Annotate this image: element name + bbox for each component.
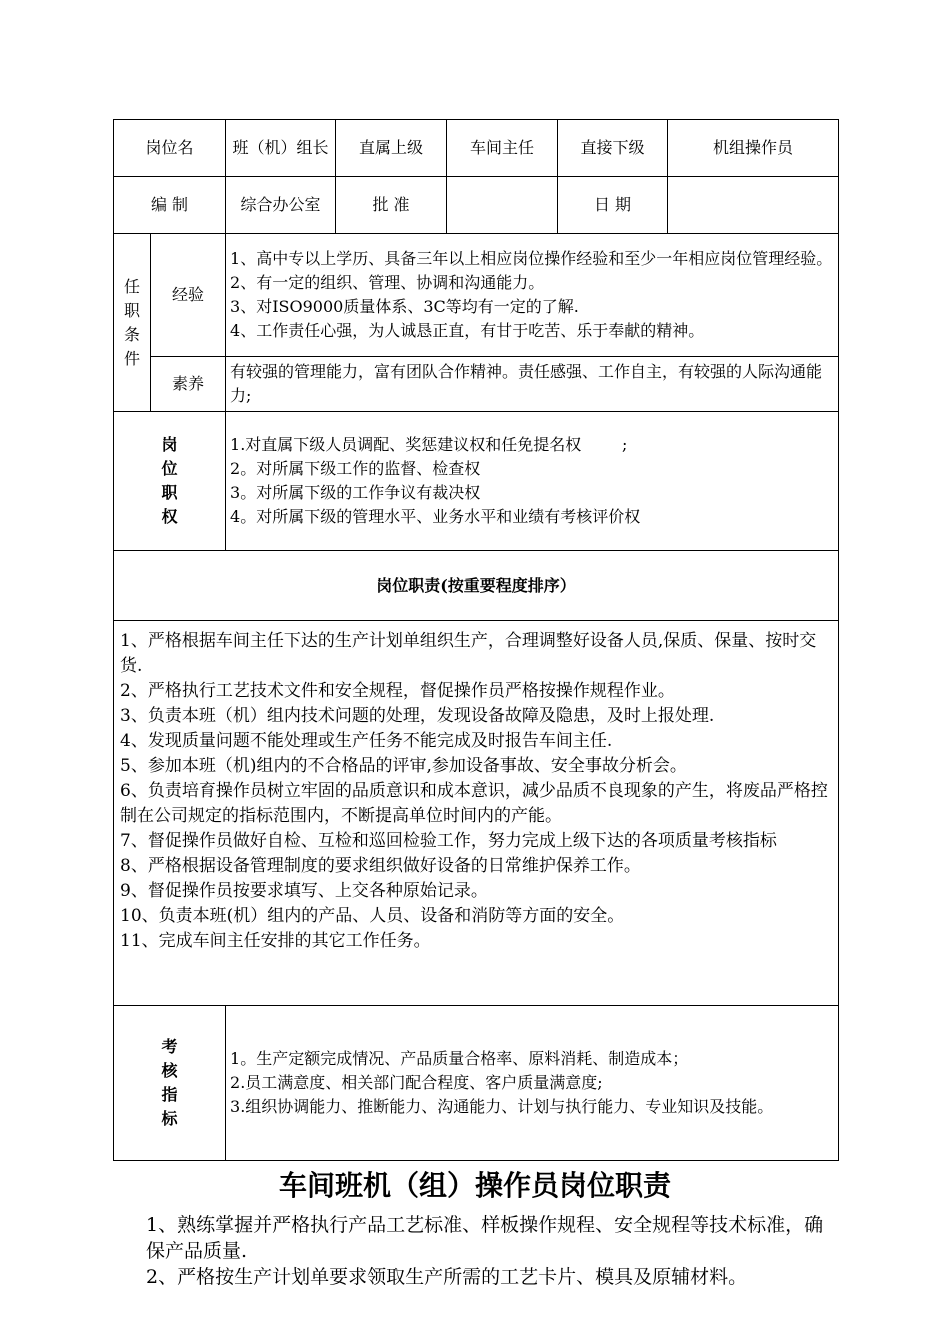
duty-item: 11、完成车间主任安排的其它工作任务。 xyxy=(120,931,431,951)
duty-item: 5、参加本班（机)组内的不合格品的评审,参加设备事故、安全事故分析会。 xyxy=(120,756,687,776)
duty-item: 3、负责本班（机）组内技术问题的处理，发现设备故障及隐患，及时上报处理. xyxy=(120,706,715,726)
quality-text: 有较强的管理能力，富有团队合作精神。责任感强、工作自主，有较强的人际沟通能力; xyxy=(226,357,839,412)
date-label: 日 期 xyxy=(558,177,668,234)
prepared-value: 综合办公室 xyxy=(226,177,336,234)
experience-label: 经验 xyxy=(151,234,226,357)
operator-duty-item: 2、严格按生产计划单要求领取生产所需的工艺卡片、模具及原辅材料。 xyxy=(146,1266,748,1288)
kpi-item: 1。生产定额完成情况、产品质量合格率、原料消耗、制造成本； xyxy=(230,1049,689,1068)
prepared-label: 编 制 xyxy=(114,177,226,234)
kpi-row xyxy=(114,1006,839,1161)
header-row-1 xyxy=(114,120,839,177)
experience-item: 3、对ISO9000质量体系、3C等均有一定的了解. xyxy=(230,297,579,316)
quality-row xyxy=(114,357,839,412)
authority-item: 3。对所属下级的工作争议有裁决权 xyxy=(230,483,481,502)
experience-item: 2、有一定的组织、管理、协调和沟通能力。 xyxy=(230,273,545,292)
operator-duties-title: 车间班机（组）操作员岗位职责 xyxy=(278,1169,671,1202)
qualifications-section-label: 任 职 条 件 xyxy=(114,234,151,412)
job-description-table xyxy=(113,119,839,1161)
duties-row xyxy=(114,621,839,1006)
duty-item: 10、负责本班(机）组内的产品、人员、设备和消防等方面的安全。 xyxy=(120,906,625,926)
duty-item: 6、负责培育操作员树立牢固的品质意识和成本意识，减少品质不良现象的产生，将废品严格控制在公司规定的指标范围内，不断提高单位时间内的产能。 xyxy=(120,781,828,826)
experience-list xyxy=(226,234,839,357)
authority-section-label: 岗 位 职 权 xyxy=(114,412,226,551)
authority-row xyxy=(114,412,839,551)
subordinate-label: 直接下级 xyxy=(558,120,668,177)
duty-item: 7、督促操作员做好自检、互检和巡回检验工作，努力完成上级下达的各项质量考核指标 xyxy=(120,831,777,851)
duty-item: 8、严格根据设备管理制度的要求组织做好设备的日常维护保养工作。 xyxy=(120,856,641,876)
experience-row xyxy=(114,234,839,357)
experience-item: 1、高中专以上学历、具备三年以上相应岗位操作经验和至少一年相应岗位管理经验。 xyxy=(230,249,833,268)
authority-item: 2。对所属下级工作的监督、检查权 xyxy=(230,459,481,478)
header-row-2 xyxy=(114,177,839,234)
approved-value xyxy=(447,177,558,234)
quality-label: 素养 xyxy=(151,357,226,412)
duty-item: 9、督促操作员按要求填写、上交各种原始记录。 xyxy=(120,881,488,901)
position-value: 班（机）组长 xyxy=(226,120,336,177)
duty-item: 4、发现质量问题不能处理或生产任务不能完成及时报告车间主任. xyxy=(120,731,613,751)
duty-item: 1、严格根据车间主任下达的生产计划单组织生产，合理调整好设备人员,保质、保量、按时交货. xyxy=(120,631,817,676)
operator-duties-body xyxy=(146,1212,826,1290)
date-value xyxy=(668,177,839,234)
operator-duty-item: 1、熟练掌握并严格执行产品工艺标准、样板操作规程、安全规程等技术标准，确保产品质量. xyxy=(146,1214,824,1262)
superior-value: 车间主任 xyxy=(447,120,558,177)
approved-label: 批 准 xyxy=(336,177,447,234)
position-label: 岗位名 xyxy=(114,120,226,177)
subordinate-value: 机组操作员 xyxy=(668,120,839,177)
kpi-item: 3.组织协调能力、推断能力、沟通能力、计划与执行能力、专业知识及技能。 xyxy=(230,1097,774,1116)
authority-item: 1.对直属下级人员调配、奖惩建议权和任免提名权 ; xyxy=(230,435,628,454)
duties-title: 岗位职责(按重要程度排序） xyxy=(114,551,839,621)
authority-item: 4。对所属下级的管理水平、业务水平和业绩有考核评价权 xyxy=(230,507,641,526)
duties-list xyxy=(114,621,839,1006)
kpi-section-label: 考 核 指 标 xyxy=(114,1006,226,1161)
superior-label: 直属上级 xyxy=(336,120,447,177)
duties-title-row xyxy=(114,551,839,621)
authority-list xyxy=(226,412,839,551)
duty-item: 2、严格执行工艺技术文件和安全规程，督促操作员严格按操作规程作业。 xyxy=(120,681,675,701)
kpi-list xyxy=(226,1006,839,1161)
kpi-item: 2.员工满意度、相关部门配合程度、客户质量满意度; xyxy=(230,1073,603,1092)
experience-item: 4、工作责任心强，为人诚恳正直，有甘于吃苦、乐于奉献的精神。 xyxy=(230,321,705,340)
